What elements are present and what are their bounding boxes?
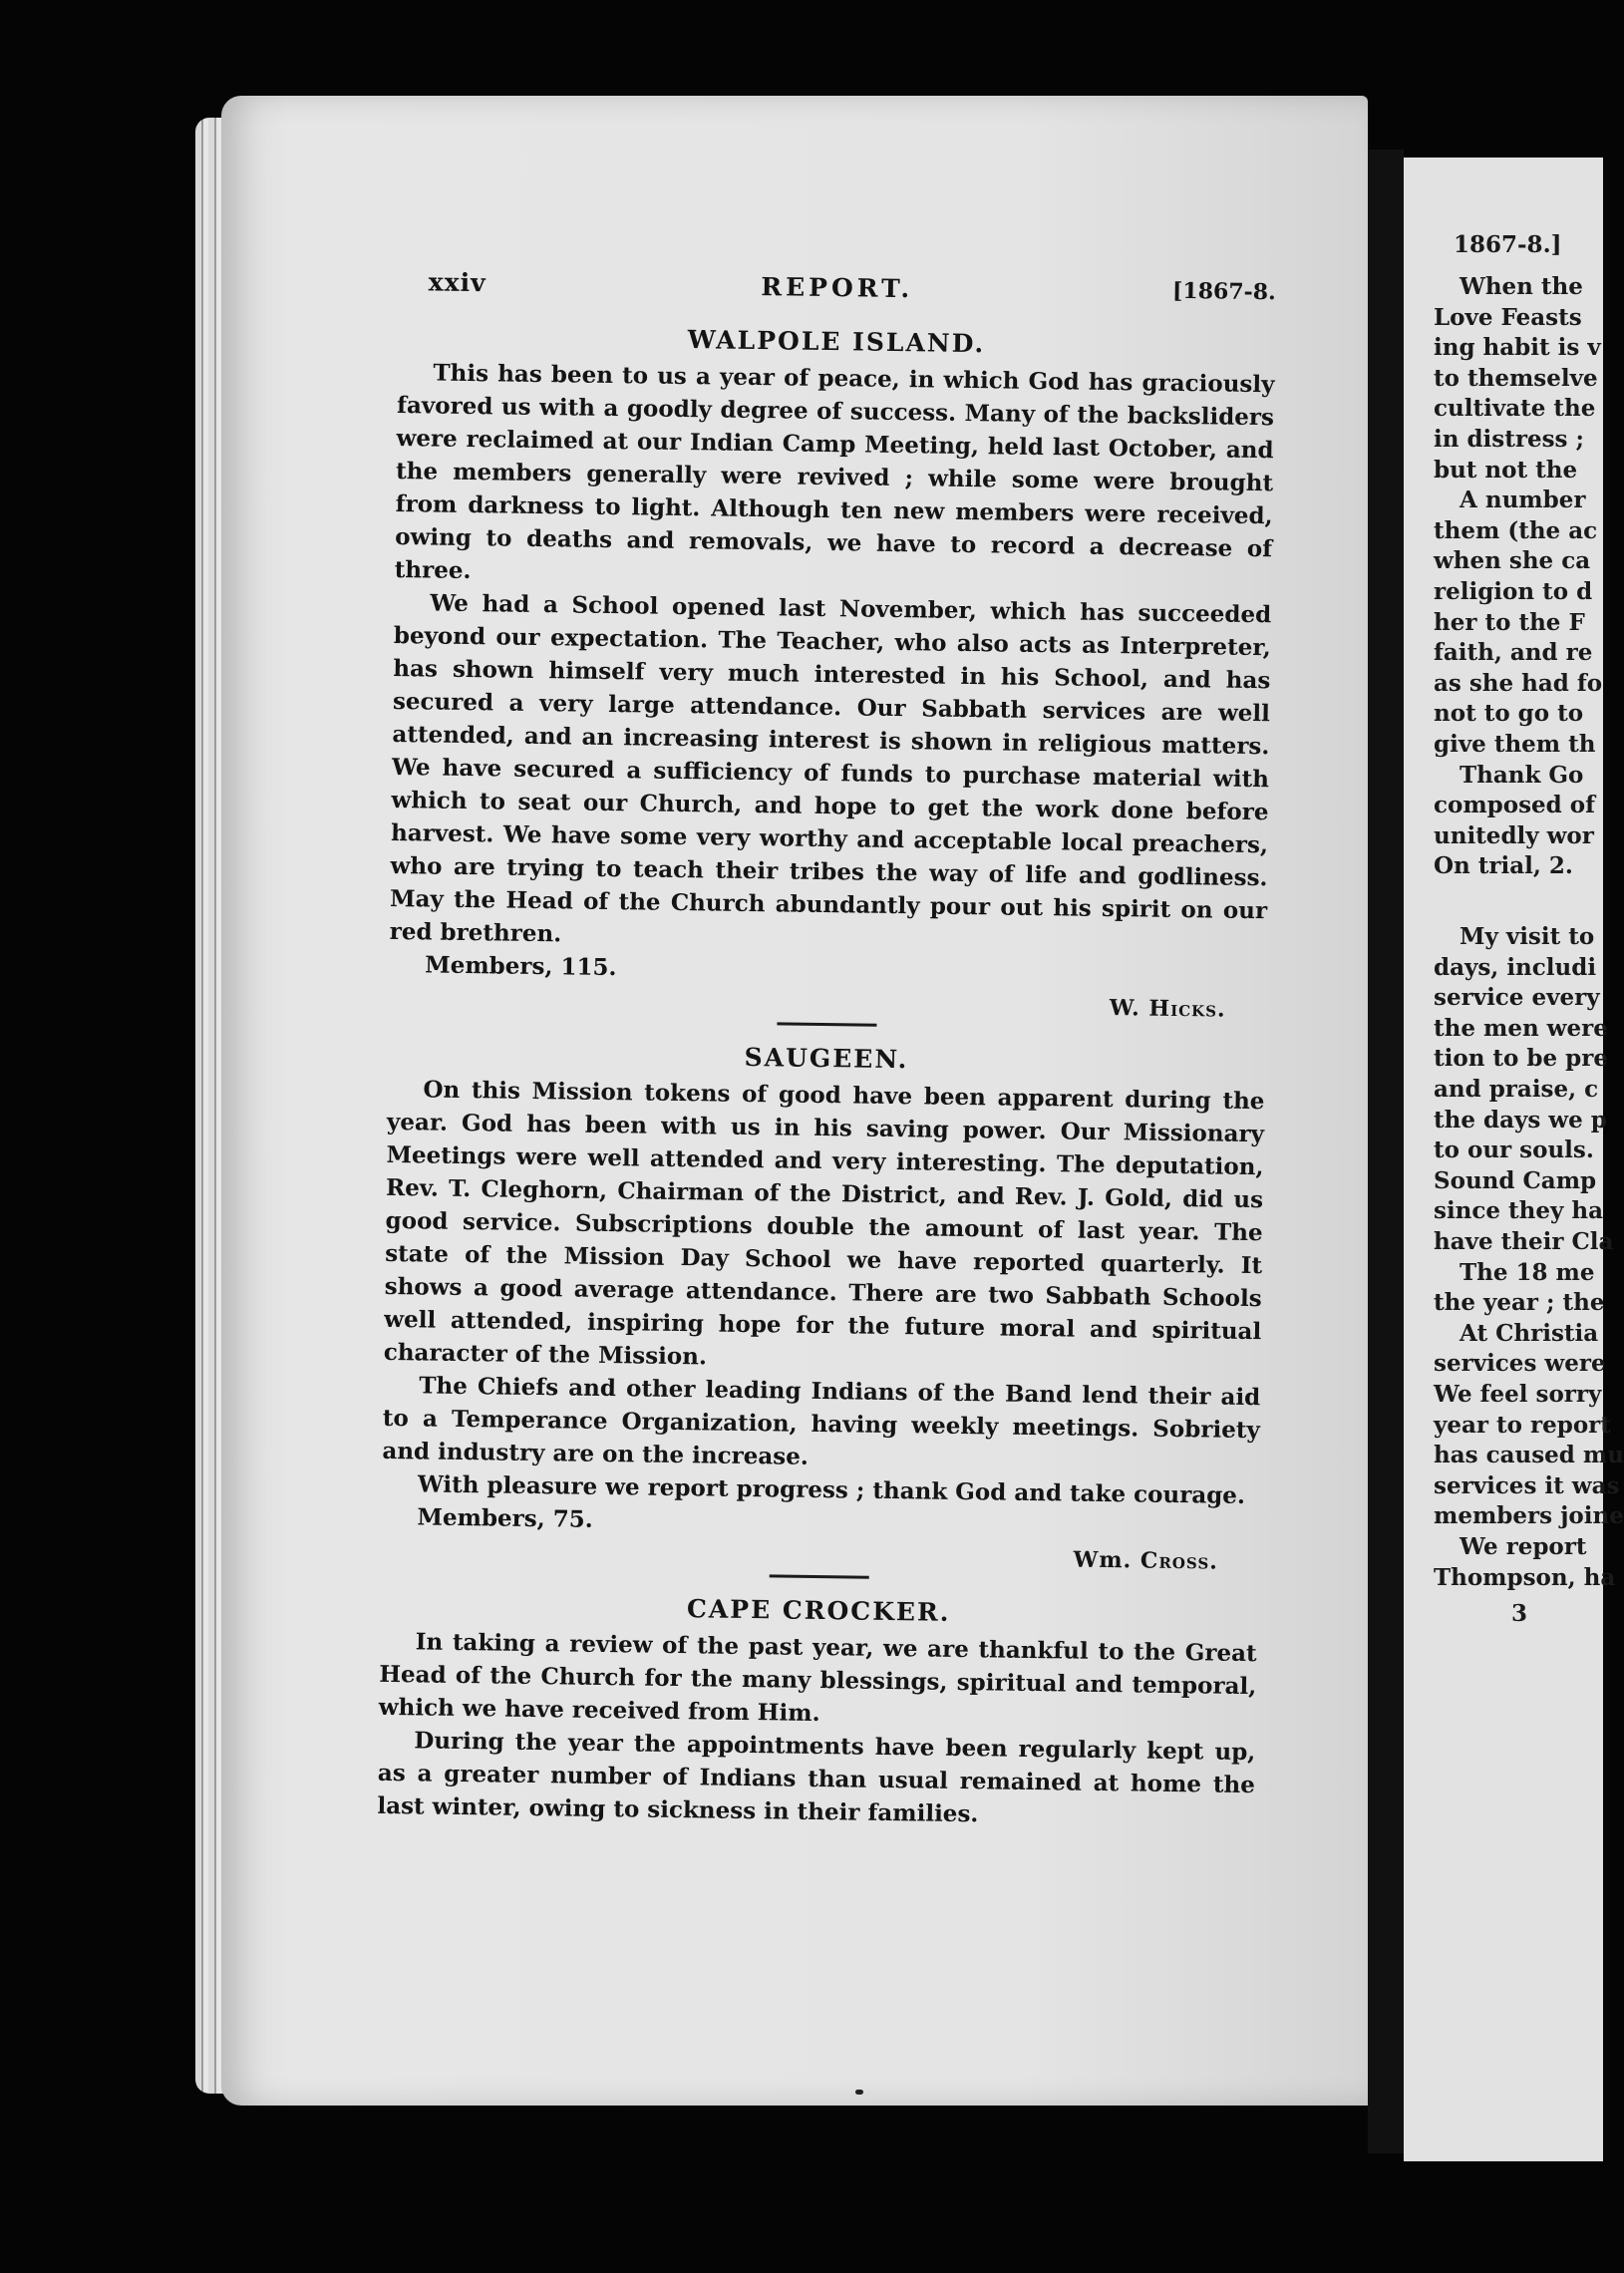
section-title: WALPOLE ISLAND. <box>687 325 986 359</box>
section-walpole-island <box>388 321 1275 1032</box>
page-number: xxiv <box>428 267 487 298</box>
signature-surname: Cross. <box>1139 1547 1219 1575</box>
right-page-line: in distress ; <box>1434 426 1585 453</box>
right-page-line: At Christia <box>1460 1320 1599 1347</box>
section-cape-crocker <box>377 1590 1257 1834</box>
right-page-line: The 18 me <box>1460 1259 1595 1286</box>
paragraph: The Chiefs and other leading Indians of the Band lend their aid to a Temperance Organization, having weekly meetings. Sobriety and industry are on the increase. <box>382 1372 1261 1470</box>
right-page-line: services were <box>1434 1350 1606 1377</box>
right-page-line: service every <box>1434 984 1600 1011</box>
right-page-line: days, includi <box>1434 954 1597 981</box>
ink-fleck <box>855 2090 863 2095</box>
right-page-line: members joine <box>1434 1502 1624 1529</box>
right-page-line: When the <box>1460 273 1583 300</box>
right-page-line: the days we p <box>1434 1107 1607 1134</box>
right-page-line: tion to be pre <box>1434 1045 1608 1072</box>
right-page-line: the year ; the <box>1434 1289 1605 1316</box>
paragraph: We had a School opened last November, which has succeeded beyond our expectation. The Teacher, who also acts as Interpreter, has shown himself very much interested in his School, and has secured a very large attendance. Our Sabbath services are well attended, and an increasing interest is shown in religious matters. We have secured a sufficiency of funds to purchase material with which to seat our Church, and hope to get the work done before harvest. We have some very worthy and acceptable local preachers, who are trying to teach their tribes the way of life and godliness. May the Head of the Church abundantly pour out his spirit on our red brethren. <box>389 589 1272 948</box>
right-page-line: to themselve <box>1434 365 1598 392</box>
right-page-number: 3 <box>1511 1600 1528 1627</box>
right-page-line: the men were <box>1434 1015 1608 1042</box>
right-page <box>1404 158 1624 2161</box>
section-saugeen <box>381 1038 1265 1584</box>
right-page-line: year to report <box>1434 1412 1611 1439</box>
section-divider <box>770 1574 869 1578</box>
right-page-line: as she had fo <box>1434 670 1603 697</box>
right-page-line: On trial, 2. <box>1434 852 1573 879</box>
paragraph: In taking a review of the past year, we are thankful to the Great Head of the Church for the many blessings, spiritual and temporal, which we have received from Him. <box>378 1628 1257 1728</box>
right-page-line: services it was <box>1434 1472 1620 1499</box>
book-gutter <box>1368 150 1404 2153</box>
paragraph: During the year the appointments have been regularly kept up, as a greater number of Indians than usual remained at home the last winter, owing to sickness in their families. <box>377 1727 1256 1828</box>
signature-surname: Hicks. <box>1148 995 1226 1023</box>
section-title: SAUGEEN. <box>744 1042 909 1075</box>
right-page-line: Love Feasts <box>1434 304 1582 331</box>
right-page-line: Thompson, ha <box>1434 1564 1616 1591</box>
right-page-line: composed of <box>1434 792 1596 818</box>
right-page-line: faith, and re <box>1434 639 1593 666</box>
members-count: Members, 115. <box>425 951 617 982</box>
signature-initial: W. <box>1109 995 1149 1022</box>
right-page-line: have their Cla <box>1434 1228 1614 1255</box>
right-page-line: to our souls. <box>1434 1136 1594 1163</box>
right-page-line: We feel sorry <box>1434 1381 1602 1408</box>
right-page-line: her to the F <box>1434 609 1585 636</box>
right-page-line: ing habit is v <box>1434 334 1601 361</box>
right-page-line: religion to d <box>1434 578 1593 605</box>
right-page-line: give them th <box>1434 731 1596 758</box>
right-page-line: and praise, c <box>1434 1076 1599 1103</box>
paragraph: With pleasure we report progress ; thank God and take courage. <box>417 1470 1246 1509</box>
right-page-line: Thank Go <box>1460 762 1584 789</box>
right-page-line: has caused mu <box>1434 1442 1624 1468</box>
right-page-line: them (the ac <box>1434 517 1598 544</box>
right-page-line: since they ha <box>1434 1197 1604 1224</box>
left-page-content <box>377 267 1276 1834</box>
right-page-line: unitedly wor <box>1434 822 1594 849</box>
right-page-line: not to go to <box>1434 700 1584 727</box>
right-page-line: when she ca <box>1434 547 1591 574</box>
right-page-line: but not the <box>1434 457 1578 484</box>
right-page-line: My visit to <box>1460 923 1595 950</box>
right-page-line: Sound Camp <box>1434 1167 1597 1194</box>
paragraph: On this Mission tokens of good have been apparent during the year. God has been with us in his saving power. Our Missionary Meetings were well attended and very interesting. The deputation, Rev. T. Cleghorn, Chairman of the District, and Rev. J. Gold, did us good service. Subscriptions double the amount of last year. The state of the Mission Day School we have reported quarterly. It shows a good average attendance. There are two Sabbath Schools well attended, inspiring hope for the future moral and spiritual character of the Mission. <box>383 1076 1265 1371</box>
right-page-line: A number <box>1460 487 1586 513</box>
right-page-line: We report <box>1460 1533 1587 1560</box>
section-divider <box>777 1022 876 1026</box>
signature-initial: Wm. <box>1073 1546 1141 1574</box>
section-title: CAPE CROCKER. <box>686 1594 951 1627</box>
paragraph: This has been to us a year of peace, in which God has graciously favored us with a goodly degree of success. Many of the backsliders were reclaimed at our Indian Camp Meeting, held last October, and the members generally were revived ; while some were brought from darkness to light. Although ten new members were received, owing to deaths and removals, we have to record a decrease of three. <box>394 359 1275 585</box>
members-count: Members, 75. <box>417 1503 593 1533</box>
right-page-year: 1867-8.] <box>1454 231 1562 258</box>
right-page-line: cultivate the <box>1434 395 1596 422</box>
running-title: REPORT. <box>761 272 914 304</box>
header-year: [1867-8. <box>1171 277 1276 306</box>
